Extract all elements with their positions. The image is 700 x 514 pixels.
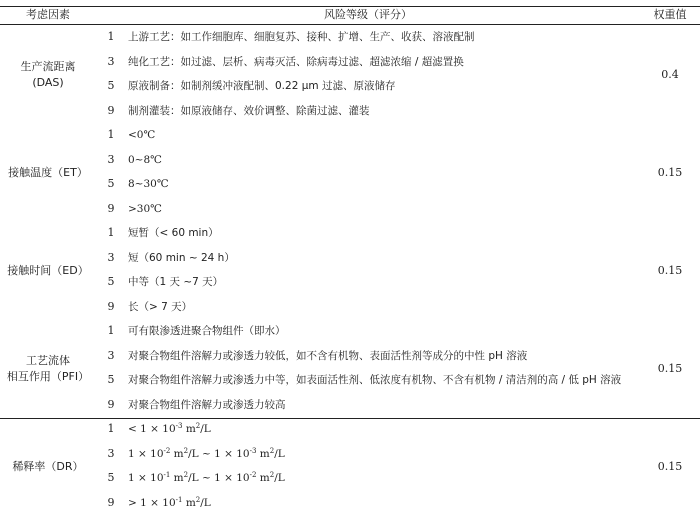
risk-description xyxy=(128,443,285,465)
risk-score: 9 xyxy=(107,201,115,215)
risk-score: 3 xyxy=(107,54,115,68)
factor-label-line: 工艺流体 xyxy=(26,354,70,367)
risk-score: 3 xyxy=(107,250,115,264)
risk-description: 0~8℃ xyxy=(128,153,162,166)
risk-description xyxy=(128,492,211,514)
factor-label-line: 接触时间（ED） xyxy=(7,264,89,277)
table-header-rule xyxy=(0,24,700,25)
risk-description: 制剂灌装：如原液储存、效价调整、除菌过滤、灌装 xyxy=(128,104,370,117)
exponent: 2 xyxy=(183,446,189,455)
formula-part: m xyxy=(170,472,184,484)
exponent: 2 xyxy=(183,471,189,479)
header-factor: 考虑因素 xyxy=(26,8,70,21)
risk-score: 9 xyxy=(107,299,115,313)
risk-score: 9 xyxy=(107,495,115,509)
risk-description: 原液制备：如制剂缓冲液配制、0.22 μm 过滤、原液储存 xyxy=(128,80,396,92)
weight-value: 0.15 xyxy=(657,460,683,473)
risk-description: 对聚合物组件溶解力或渗透力较高 xyxy=(128,398,286,411)
factor-label-line: 稀释率（DR） xyxy=(12,460,84,473)
risk-score: 5 xyxy=(107,79,115,92)
exponent: 2 xyxy=(269,446,275,455)
formula-part: m xyxy=(170,447,184,460)
risk-description: 上游工艺：如工作细胞库、细胞复苏、接种、扩增、生产、收获、溶液配制 xyxy=(128,31,475,43)
exponent: 2 xyxy=(269,471,275,479)
risk-score: 5 xyxy=(107,373,115,386)
factor-cell xyxy=(0,459,96,475)
weight-value: 0.15 xyxy=(657,264,683,277)
risk-description: >30℃ xyxy=(128,202,162,215)
formula-part: m xyxy=(182,496,196,509)
exponent: -1 xyxy=(163,471,171,479)
table-bottom-rule xyxy=(0,418,700,419)
risk-description: 可有限渗透进聚合物组件（即水） xyxy=(128,325,286,337)
factor-label-line: (DAS) xyxy=(32,76,64,89)
risk-score: 1 xyxy=(107,324,115,337)
formula-part: < 1 × 10 xyxy=(128,423,176,435)
risk-description xyxy=(128,418,211,440)
formula-part: /L ~ 1 × 10 xyxy=(188,447,250,460)
risk-score: 5 xyxy=(107,275,115,288)
formula-part: /L ~ 1 × 10 xyxy=(188,472,250,484)
risk-description: 对聚合物组件溶解力或渗透力较低，如不含有机物、表面活性剂等成分的中性 pH 溶液 xyxy=(128,349,528,362)
factor-cell xyxy=(0,263,96,279)
risk-description: 纯化工艺：如过滤、层析、病毒灭活、除病毒过滤、超滤浓缩 / 超滤置换 xyxy=(128,55,464,68)
weight-value: 0.15 xyxy=(657,362,683,375)
formula-part: m xyxy=(256,472,270,484)
risk-description: 短（60 min ~ 24 h） xyxy=(128,251,235,264)
formula-part: /L xyxy=(274,472,285,484)
exponent: -1 xyxy=(175,495,183,504)
risk-score: 1 xyxy=(107,30,115,43)
factor-label-line: 接触温度（ET） xyxy=(8,166,88,179)
factor-cell xyxy=(0,353,96,385)
risk-description: 对聚合物组件溶解力或渗透力中等，如表面活性剂、低浓度有机物、不含有机物 / 清洁剂的高 / 低 pH 溶液 xyxy=(128,374,622,386)
risk-score: 1 xyxy=(107,422,115,435)
risk-score: 3 xyxy=(107,348,115,362)
risk-score: 5 xyxy=(107,471,115,484)
risk-description xyxy=(128,467,285,489)
formula-part: m xyxy=(256,447,270,460)
exponent: -3 xyxy=(175,422,183,430)
formula-part: /L xyxy=(274,447,285,460)
risk-description: 8~30℃ xyxy=(128,178,169,190)
factor-label-line: 相互作用（PFI） xyxy=(6,370,90,383)
header-risk-level: 风险等级（评分） xyxy=(324,8,412,21)
formula-part: /L xyxy=(200,423,211,435)
factor-label-line: 生产流距离 xyxy=(20,60,76,73)
risk-score: 1 xyxy=(107,128,115,141)
risk-score: 1 xyxy=(107,226,115,239)
formula-part: /L xyxy=(200,496,211,509)
exponent: -2 xyxy=(249,471,257,479)
weight-value: 0.4 xyxy=(661,68,679,81)
exponent: -2 xyxy=(163,446,171,455)
formula-part: 1 × 10 xyxy=(128,447,164,460)
exponent: -3 xyxy=(249,446,257,455)
risk-score: 5 xyxy=(107,177,115,190)
risk-description: 短暂（< 60 min） xyxy=(128,227,219,239)
risk-score: 9 xyxy=(107,397,115,411)
exponent: 2 xyxy=(195,495,201,504)
risk-score: 9 xyxy=(107,103,115,117)
formula-part: > 1 × 10 xyxy=(128,496,176,509)
risk-score: 3 xyxy=(107,152,115,166)
risk-description: <0℃ xyxy=(128,129,156,141)
weight-value: 0.15 xyxy=(657,166,683,179)
factor-cell xyxy=(0,59,96,91)
risk-description: 长（> 7 天） xyxy=(128,300,193,313)
factor-cell xyxy=(0,165,96,181)
risk-score: 3 xyxy=(107,446,115,460)
header-weight: 权重值 xyxy=(653,8,687,21)
formula-part: 1 × 10 xyxy=(128,472,164,484)
formula-part: m xyxy=(182,423,196,435)
exponent: 2 xyxy=(195,422,201,430)
risk-description: 中等（1 天 ~7 天） xyxy=(128,276,224,288)
